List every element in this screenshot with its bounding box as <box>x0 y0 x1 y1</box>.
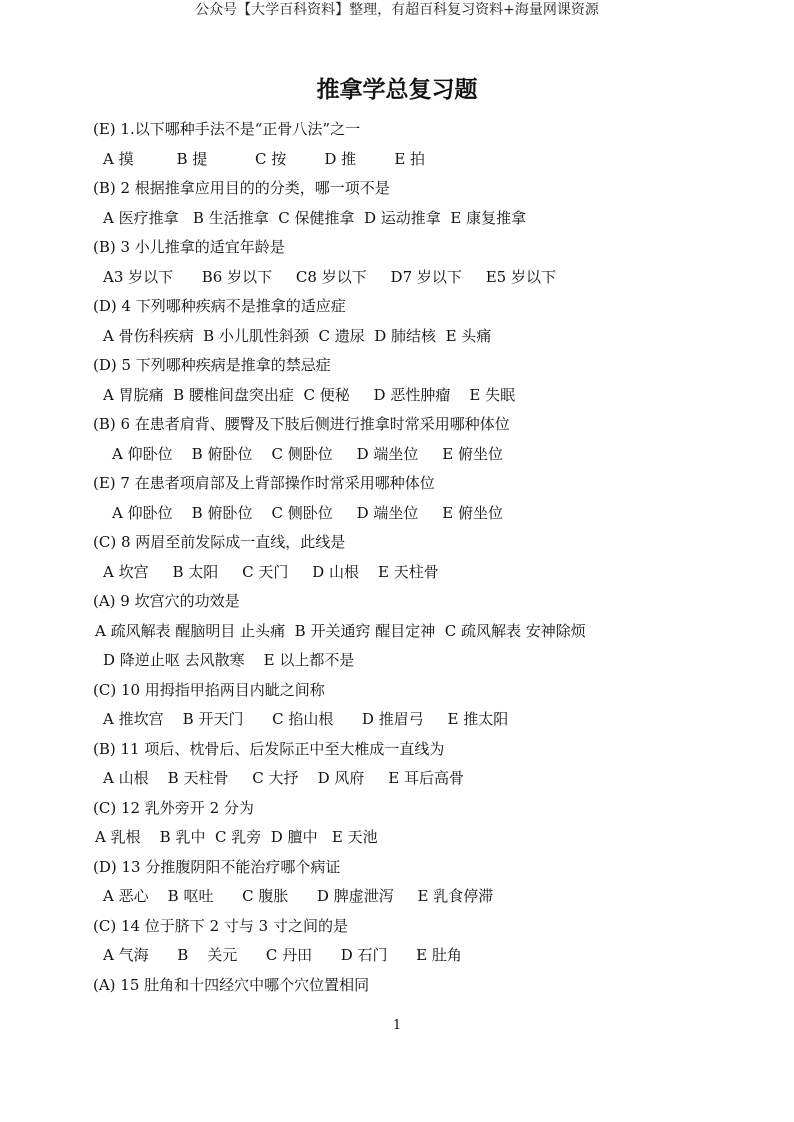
options-line: A 气海 B 关元 C 丹田 D 石门 E 肚角 <box>103 946 462 964</box>
options-line: A 仰卧位 B 俯卧位 C 侧卧位 D 端坐位 E 俯坐位 <box>112 444 503 463</box>
question-line: (D) 13 分推腹阴阳不能治疗哪个病证 <box>93 857 341 876</box>
options-line: A 疏风解表 醒脑明目 止头痛 B 开关通窍 醒目定神 C 疏风解表 安神除烦 <box>95 621 586 640</box>
options-line: A 乳根 B 乳中 C 乳旁 D 膻中 E 天池 <box>95 828 378 846</box>
options-line: A 推坎宫 B 开天门 C 掐山根 D 推眉弓 E 推太阳 <box>103 710 509 728</box>
question-line: (B) 2 根据推拿应用目的的分类，哪一项不是 <box>93 179 390 197</box>
question-line: (B) 3 小儿推拿的适宜年龄是 <box>93 238 285 256</box>
question-line: (D) 5 下列哪种疾病是推拿的禁忌症 <box>93 356 331 374</box>
options-line: A 坎宫 B 太阳 C 天门 D 山根 E 天柱骨 <box>103 562 439 581</box>
options-line: D 降逆止呕 去风散寒 E 以上都不是 <box>103 651 355 669</box>
options-line: A 山根 B 天柱骨 C 大抒 D 风府 E 耳后高骨 <box>103 769 464 787</box>
page-number: 1 <box>392 1018 402 1033</box>
question-line: (D) 4 下列哪种疾病不是推拿的适应症 <box>93 297 346 315</box>
question-line: (C) 8 两眉至前发际成一直线，此线是 <box>93 533 346 551</box>
options-line: A 仰卧位 B 俯卧位 C 侧卧位 D 端坐位 E 俯坐位 <box>112 503 503 522</box>
options-line: A 胃脘痛 B 腰椎间盘突出症 C 便秘 D 恶性肿瘤 E 失眠 <box>103 385 516 404</box>
question-line: (C) 12 乳外旁开 2 分为 <box>93 798 254 817</box>
question-line: (C) 10 用拇指甲掐两目内眦之间称 <box>93 680 325 699</box>
page-title: 推拿学总复习题 <box>316 77 478 103</box>
question-line: (B) 11 项后、枕骨后、后发际正中至大椎成一直线为 <box>93 739 445 758</box>
options-line: A 恶心 B 呕吐 C 腹胀 D 脾虚泄泻 E 乳食停滞 <box>103 887 494 905</box>
page-header: 公众号【大学百科资料】整理，有超百科复习资料+海量网课资源 <box>195 2 599 18</box>
question-line: (A) 9 坎宫穴的功效是 <box>93 592 240 610</box>
question-line: (C) 14 位于脐下 2 寸与 3 寸之间的是 <box>93 916 348 935</box>
options-line: A 骨伤科疾病 B 小儿肌性斜颈 C 遗尿 D 肺结核 E 头痛 <box>103 326 492 345</box>
question-line: (A) 15 肚角和十四经穴中哪个穴位置相同 <box>93 975 370 994</box>
question-line: (E) 1.以下哪种手法不是“正骨八法”之一 <box>93 120 361 138</box>
options-line: A 摸 B 提 C 按 D 推 E 拍 <box>103 149 426 168</box>
options-line: A3 岁以下 B6 岁以下 C8 岁以下 D7 岁以下 E5 岁以下 <box>103 267 556 286</box>
question-line: (E) 7 在患者项肩部及上背部操作时常采用哪种体位 <box>93 474 435 492</box>
options-line: A 医疗推拿 B 生活推拿 C 保健推拿 D 运动推拿 E 康复推拿 <box>103 208 527 227</box>
question-list <box>0 115 794 1000</box>
question-line: (B) 6 在患者肩背、腰臀及下肢后侧进行推拿时常采用哪种体位 <box>93 415 510 433</box>
